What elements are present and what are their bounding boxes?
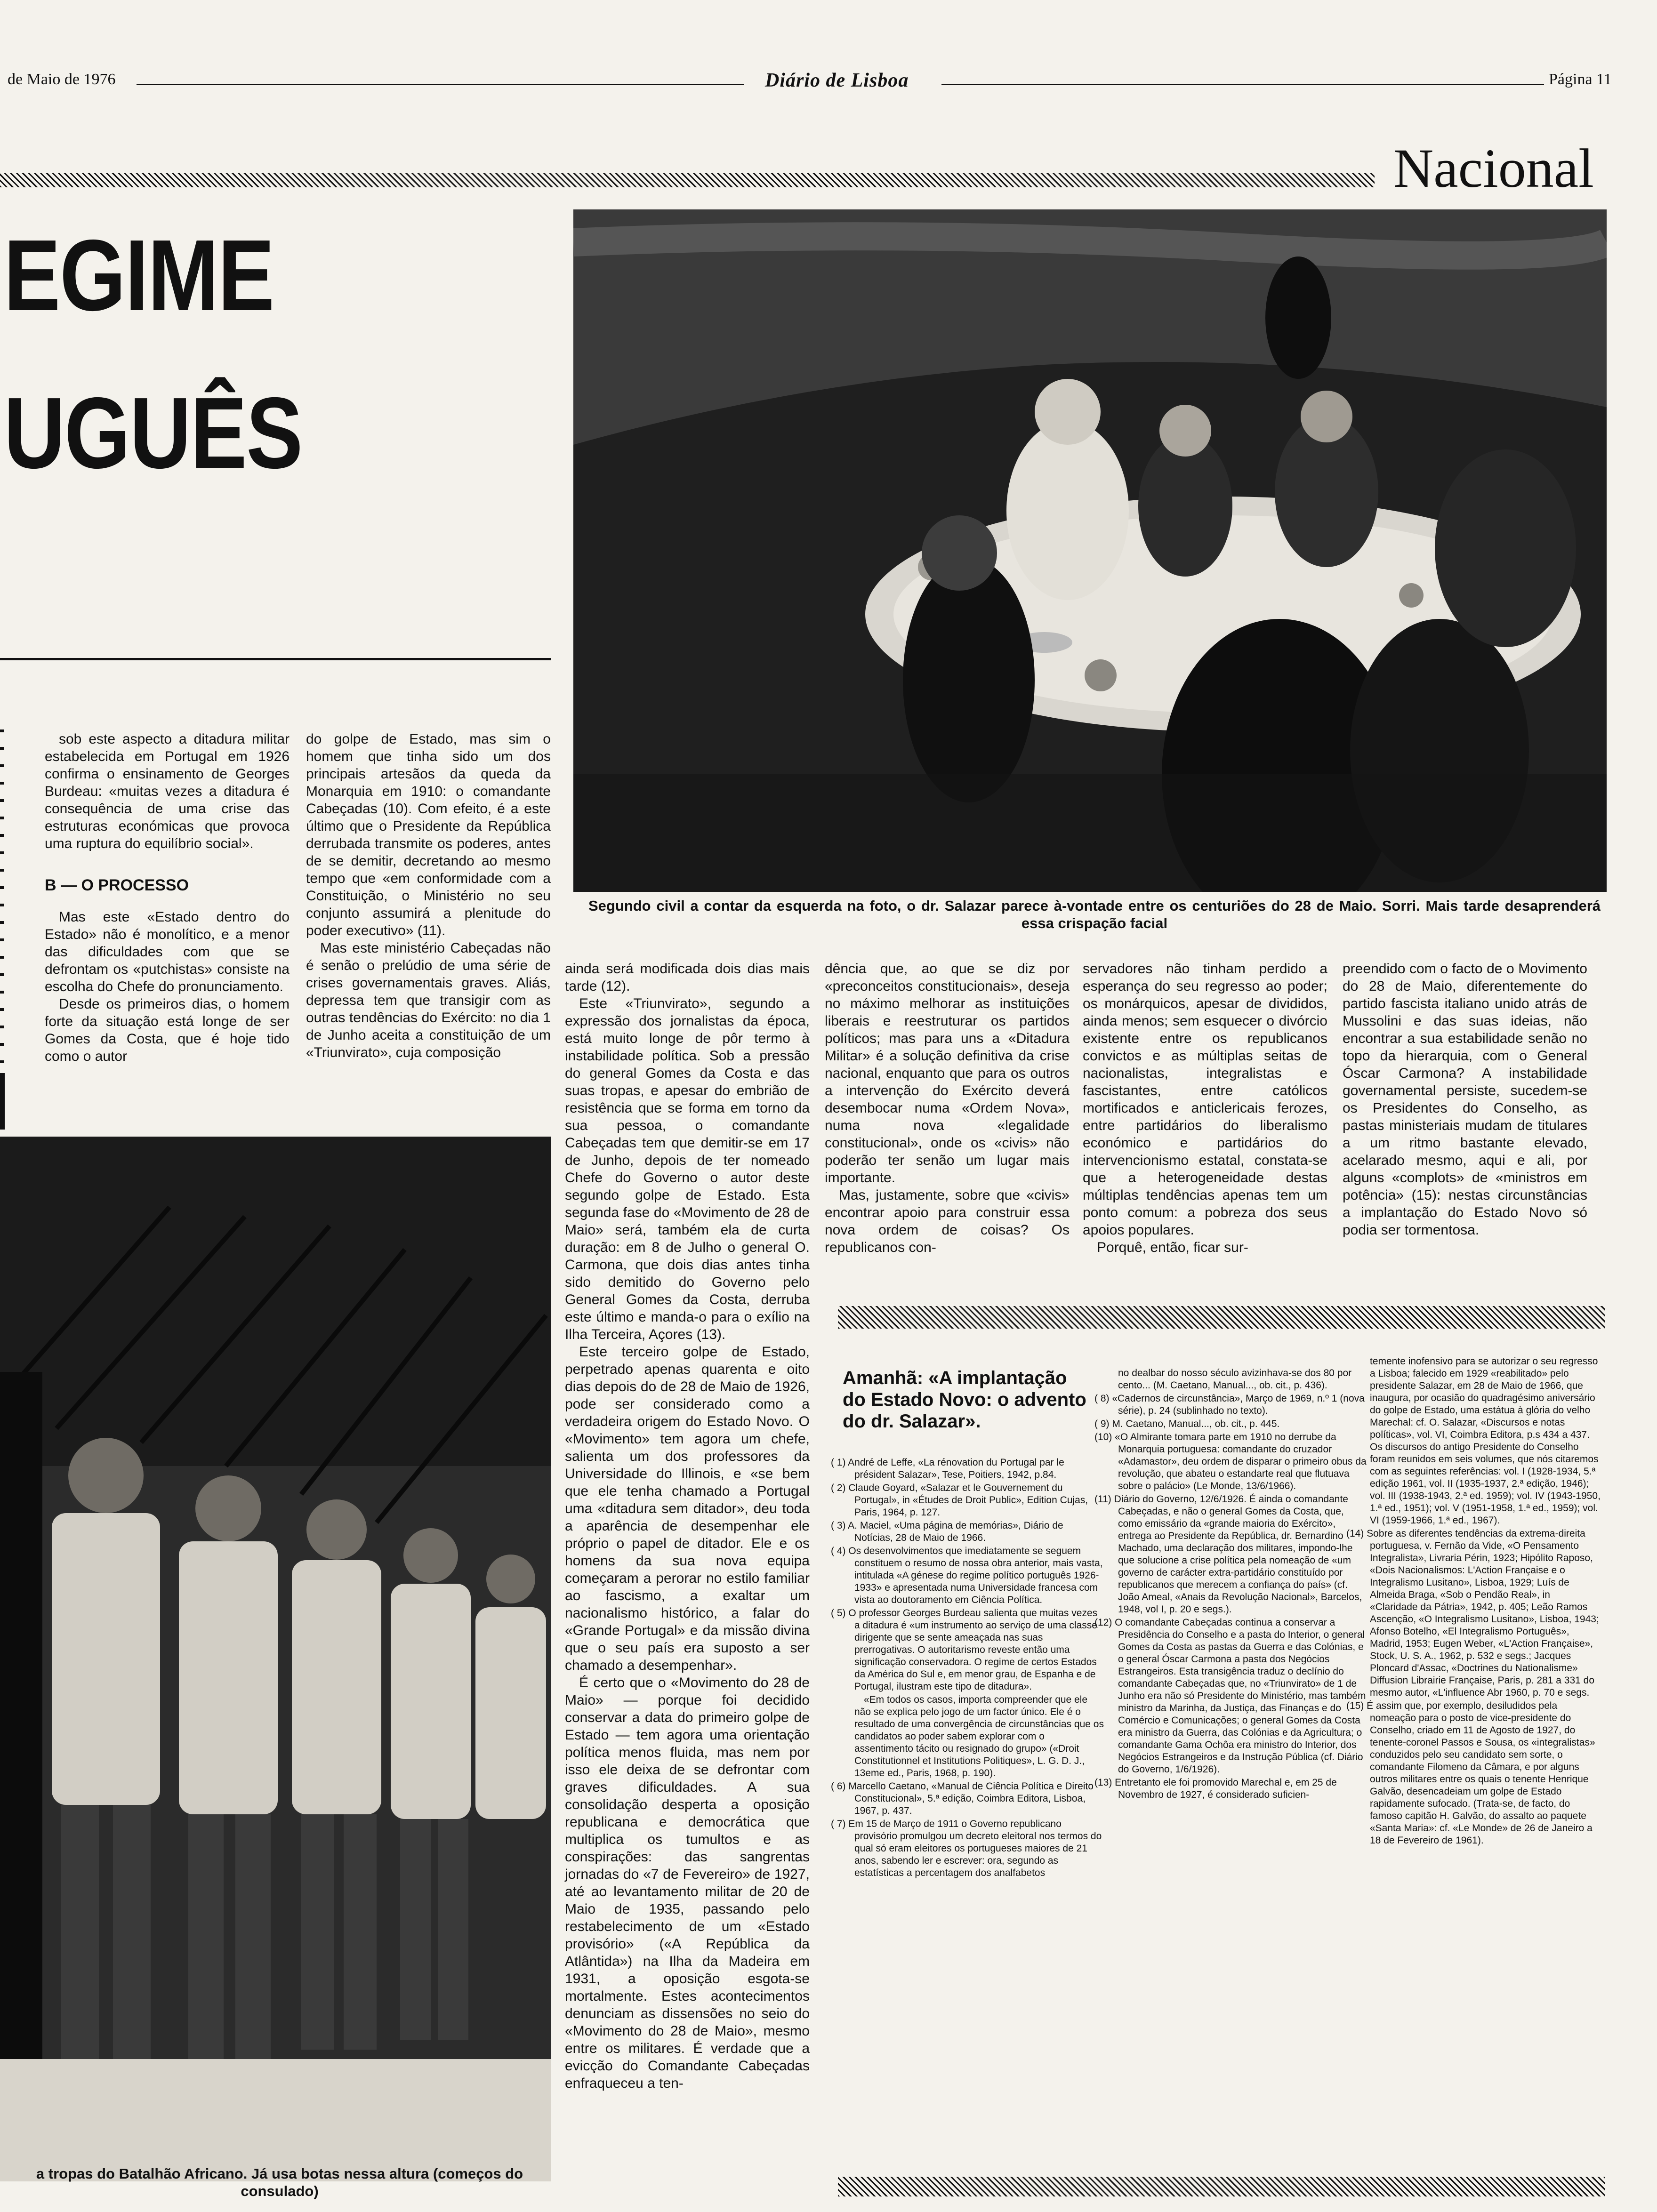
bottom-band (838, 2177, 1605, 2196)
paragraph: servadores não tinham perdido a esperança do seu regresso ao poder; os monárquicos, apesar de divididos, ainda menos; sem esquecer o divórcio existente entre os republicanos convictos e as múltiplas seitas de nacionalistas, integralistas e fascistantes, entre católicos mortificados e anticlericais ferozes, entre partidários do liberalismo económico e partidários do intervencionismo estatal, constata-se que a heterogeneidade destas múltiplas tendências apenas tem um ponto comum: a pobreza dos seus apoios populares. (1083, 961, 1327, 1238)
subheading: B — O PROCESSO (45, 876, 189, 894)
paragraph: Mas este ministério Cabeçadas não é senão o prelúdio de uma série de crises governamentais graves. Aliás, depressa tem que transigir com as outras tendências do Exército: no dia 1 de Junho aceita a constituição de um «Triunvirato», cuja composição (306, 940, 551, 1060)
column-edge (0, 729, 4, 1068)
footnote: (12) O comandante Cabeçadas continua a conservar a Presidência do Conselho e a pasta do Interior, o general Gomes da Costa as pastas da Guerra e das Colónias, e o general Óscar Carmona a pasta dos Negócios Estrangeiros. Esta transigência traduz o declínio do comandante Cabeçadas que, no «Triunvirato» de 1 de Junho era não só Presidente do Ministério, mas também ministro da Marinha, da Justiça, das Finanças e do Comércio e Comunicações; o general Gomes da Costa era ministro da Guerra, das Colónias e da Agricultura; o comandante Gama Ochôa era ministro do Interior, dos Negócios Estrangeiros e da Instrução Pública (cf. Diário do Governo, 1/6/1926). (1094, 1617, 1366, 1775)
column-edge (0, 1073, 5, 1130)
section-title: Nacional (1393, 137, 1594, 199)
photo-troops (0, 1137, 551, 2181)
paragraph: dência que, ao que se diz por «preconceitos constitucionais», deseja no máximo melhorar as instituições liberais e reestruturar os partidos políticos; mas para uns a «Ditadura Militar» é a solução definitiva da crise nacional, enquanto que para os outros a intervenção do Exército deverá desembocar numa «Ordem Nova», numa nova «legalidade constitucional», onde os «civis» não poderão ter senão um lugar mais importante. (825, 961, 1070, 1186)
headline-line-1: EGIME (4, 218, 274, 332)
section-band (0, 173, 1375, 187)
article-col-5 (1083, 960, 1327, 1256)
notes-col-3 (1346, 1355, 1601, 1848)
footnote: ( 5) O professor Georges Burdeau salienta que muitas vezes a ditadura é «um instrumento ao serviço de uma classe dirigente que se sente ameaçada nas suas prerrogativas. O autoritarismo reveste então uma significação conservadora. O regime de certos Estados da América do Sul e, em menor grau, de Espanha e de Portugal, ilustram este tipo de ditadura». (831, 1608, 1098, 1692)
header-date: de Maio de 1976 (8, 71, 116, 88)
notes-col-1 (831, 1457, 1104, 1880)
footnote: (11) Diário do Governo, 12/6/1926. É ainda o comandante Cabeçadas, e não o general Gomes da Costa, que, como emissário da «grande maioria do Exército», entrega ao Presidente da República, dr. Bernardino Machado, uma declaração dos militares, impondo-lhe que solucione a crise política pela nomeação de «um governo de carácter extra-partidário constituído por republicanos que merecem a confiança do país» (cf. João Ameal, «Anais da Revolução Nacional», Barcelos, 1948, vol I, p. 20 e segs.). (1094, 1494, 1362, 1615)
footnote: ( 3) A. Maciel, «Uma página de memórias», Diário de Notícias, 28 de Maio de 1966. (831, 1520, 1063, 1543)
headline-rule (0, 658, 551, 660)
footnote: (10) «O Almirante tomara parte em 1910 no derrube da Monarquia portuguesa: comandante do cruzador «Adamastor», deu ordem de disparar o primeiro obus da revolução, que abateu o estandarte real que flutuava sobre o palácio» (Le Monde, 13/6/1966). (1094, 1432, 1367, 1491)
header-rule (137, 84, 744, 85)
footnote: ( 6) Marcello Caetano, «Manual de Ciência Política e Direito Constitucional», 5.ª edição, Coimbra Editora, Lisboa, 1967, p. 437. (831, 1781, 1094, 1816)
paragraph: Este «Triunvirato», segundo a expressão dos jornalistas da época, está muito longe de pôr termo à instabilidade política. Sob a pressão do general Gomes da Costa e das suas tropas, e apesar do embrião de resistência que se forma em torno da sua pessoa, o comandante Cabeçadas tem que demitir-se em 17 de Junho, depois de ter nomeado Chefe do Governo o autor deste segundo golpe de Estado. Esta segunda fase do «Movimento de 28 de Maio» será, também ela de curta duração: em 8 de Julho o general O. Carmona, que dois dias antes tinha sido demitido do Governo pelo General Gomes da Costa, derruba este último e manda-o para o exílio na Ilha Terceira, Açores (13). (565, 996, 810, 1342)
article-col-2 (306, 730, 551, 1061)
footnote: ( 4) Os desenvolvimentos que imediatamente se seguem constituem o resumo de nossa obra anterior, mais vasta, intitulada «A génese do regime político português 1926-1933» e apresentada numa Universidade francesa com vista ao doutoramento em Ciência Política. (831, 1546, 1103, 1605)
paragraph: sob este aspecto a ditadura militar estabelecida em Portugal em 1926 confirma o ensinamento de Georges Burdeau: «muitas vezes a ditadura é consequência de uma crise das estruturas económicas que provoca uma ruptura do equilíbrio social». (45, 731, 290, 851)
footnote: ( 2) Claude Goyard, «Salazar et le Gouvernement du Portugal», in «Études de Droit Public», Edition Cujas, Paris, 1964, p. 127. (831, 1483, 1088, 1518)
separator-band (838, 1306, 1605, 1329)
paragraph: do golpe de Estado, mas sim o homem que tinha sido um dos principais artesãos da queda da Monarquia em 1910: o comandante Cabeçadas (10). Com efeito, é a este último que o Presidente da República derrubada transmite os poderes, antes de se demitir, decretando ao mesmo tempo que «em conformidade com a Constituição, o Ministério no seu conjunto assumirá a plenitude do poder executivo» (11). (306, 731, 551, 938)
footnote: (15) É assim que, por exemplo, desiludidos pela nomeação para o posto de vice-presidente do Conselho, criado em 11 de Agosto de 1927, do tenente-coronel Passos e Sousa, os «integralistas» conduzidos pelo seu candidato sem sorte, o comandante Filomeno da Câmara, e por alguns outros militares entre os quais o tenente Henrique Galvão, desencadeiam um golpe de Estado rapidamente sufocado. (Trata-se, de facto, do famoso capitão H. Galvão, do assalto ao paquete «Santa Maria»: cf. «Le Monde» de 26 de Janeiro a 18 de Fevereiro de 1961). (1346, 1700, 1595, 1846)
photo-caption: Segundo civil a contar da esquerda na foto, o dr. Salazar parece à-vontade entre os centuriões do 28 de Maio. Sorri. Mais tarde desaprenderá essa crispação facial (588, 898, 1601, 931)
paragraph: Este terceiro golpe de Estado, perpetrado apenas quarenta e oito dias depois do de 28 de Maio de 1926, pode ser considerado como a verdadeira origem do Estado Novo. O «Movimento» tem agora um chefe, salienta um dos professores da Universidade do Illinois, e «se bem que ele tenha chamado a Portugal uma «ditadura sem ditador», deu toda a aparência de desempenhar ele próprio o papel de ditador. Ele e os homens da sua nova equipa começaram a perorar no estilo familiar ao fascismo, a exaltar um nacionalismo histórico, a falar do «Grande Portugal» e da missão divina que o seu país era suposto a ser chamado a desempenhar». (565, 1344, 810, 1673)
footnote: (13) Entretanto ele foi promovido Marechal e, em 25 de Novembro de 1927, é considerado suficien- (1094, 1777, 1337, 1800)
article-col-3 (565, 960, 810, 2092)
article-col-4 (825, 960, 1070, 1256)
header-rule (941, 84, 1544, 85)
footnote: ( 7) Em 15 de Março de 1911 o Governo republicano provisório promulgou um decreto eleitoral nos termos do qual só eram eleitores os portugueses maiores de 21 anos, sabendo ler e escrever: ora, segundo as estatísticas a percentagem dos analfabetos (831, 1819, 1102, 1878)
footnote: ( 9) M. Caetano, Manual..., ob. cit., p. 445. (1094, 1419, 1280, 1429)
photo-image (0, 1137, 551, 2181)
footnote: ( 1) André de Leffe, «La rénovation du Portugal par le président Salazar», Tese, Poitiers, 1942, p.84. (831, 1457, 1064, 1480)
article-col-1 (45, 730, 290, 1065)
footnote: no dealbar do nosso século avizinhava-se dos 80 por cento... (M. Caetano, Manual..., ob. cit., p. 436). (1118, 1368, 1352, 1391)
paragraph: Porquê, então, ficar sur- (1097, 1240, 1248, 1255)
footnote: «Em todos os casos, importa compreender que ele não se explica pelo jogo de um factor único. Ele é o resultado de uma convergência de circunstâncias que os candidatos ao poder sabem explorar com o assentimento tácito ou resignado do grupo» («Droit Constitutionnel et Institutions Politiques», L. G. D. J., 13eme ed., Paris, 1968, p. 190). (854, 1694, 1104, 1779)
photo-image (573, 209, 1607, 892)
paragraph: Mas, justamente, sobre que «civis» encontrar apoio para construir essa nova ordem de coisas? Os republicanos con- (825, 1187, 1070, 1255)
paragraph: ainda será modificada dois dias mais tarde (12). (565, 961, 810, 994)
footnote: temente inofensivo para se autorizar o seu regresso a Lisboa; falecido em 1929 «reabilitado» pelo presidente Salazar, em 28 de Maio de 1966, que inaugura, por ocasião do quadragésimo aniversário do golpe de Estado, uma estátua à glória do velho Marechal: cf. O. Salazar, «Discursos e notas políticas», vol. VI, Coimbra Editora, p.s 434 a 437. Os discursos do antigo Presidente do Conselho foram reunidos em seis volumes, que nós citaremos com as seguintes referências: vol. I (1928-1934, 5.ª edição 1961, vol. II (1935-1937, 2.ª edição, 1946); vol. III (1938-1943, 2.ª ed. 1959); vol. IV (1943-1950, 1.ª ed., 1951); vol. V (1951-1958, 1.ª ed., 1959); vol. VI (1959-1966, 1.ª ed., 1967). (1370, 1356, 1601, 1526)
notes-col-2 (1094, 1367, 1367, 1802)
paragraph: preendido com o facto de o Movimento do 28 de Maio, diferentemente do partido fascista italiano unido atrás de Mussolini e das suas ideias, não encontrar a sua estabilidade senão no topo da hierarquia, com o General Óscar Carmona? A instabilidade governamental persiste, sucedem-se os Presidentes do Conselho, as pastas ministeriais mudam de titulares a um ritmo bastante elevado, acelarado mesmo, aqui e ali, por alguns «complots» de «ministros em potência» (15): nestas circunstâncias a implantação do Estado Novo só podia ser tormentosa. (1343, 961, 1587, 1238)
page-number: Página 11 (1549, 71, 1612, 88)
paragraph: Mas este «Estado dentro do Estado» não é monolítico, e a menor das dificuldades com que se defrontam os «putchistas» consiste na escolha do Chefe do pronunciamento. (45, 909, 290, 994)
masthead: Diário de Lisboa (765, 70, 909, 91)
footnote: (14) Sobre as diferentes tendências da extrema-direita portuguesa, v. Fernão da Vide, «O Pensamento Integralista», Livraria Périn, 1923; Hipólito Raposo, «Dois Nacionalismos: L'Action Française e o Integralismo Lusitano», Lisboa, 1929; Luís de Almeida Braga, «Sob o Pendão Real», in «Claridade da Pátria», 1942, p. 405; Leão Ramos Ascenção, «O Integralismo Lusitano», Lisboa, 1943; Afonso Botelho, «El Integralismo Português», Madrid, 1953; Eugen Weber, «L'Action Française», Stock, U. S. A., 1962, p. 532 e segs.; Jacques Ploncard d'Assac, «Doctrines du Nationalisme» Diffusion Librairie Française, Paris, p. 281 a 331 do mesmo autor, «L'influence Abr 1960, p. 70 e segs. (1346, 1528, 1599, 1698)
headline-line-2: UGUÊS (4, 376, 302, 489)
paragraph: É certo que o «Movimento do 28 de Maio» — porque foi decidido conservar a data do primeiro golpe de Estado — tem agora uma orientação política menos fluida, mas nem por isso ele deixa de se defrontar com graves dificuldades. A sua consolidação desperta a oposição republicana e democrática que multiplica os tumultos e as conspirações: das sangrentas jornadas do «7 de Fevereiro» de 1927, até ao levantamento militar de 20 de Maio de 1935, passando pelo restabelecimento de um «Estado provisório» («A República da Atlântida») na Ilha da Madeira em 1931, a oposição esgota-se mortalmente. Estes acontecimentos denunciam as dissensões no seio do «Movimento do 28 de Maio», mesmo entre os militares. É verdade que a evicção do Comandante Cabeçadas enfraqueceu a ten- (565, 1675, 810, 2091)
article-col-6 (1343, 960, 1587, 1239)
photo-caption: a tropas do Batalhão Africano. Já usa botas nessa altura (começos do consulado) (36, 2165, 523, 2199)
footnote: ( 8) «Cadernos de circunstância», Março de 1969, n.º 1 (nova série), p. 24 (sublinhado no texto). (1094, 1393, 1365, 1416)
amanha-box: Amanhã: «A implantação do Estado Novo: o advento do dr. Salazar». (843, 1368, 1086, 1432)
photo-salazar-table (573, 209, 1607, 892)
paragraph: Desde os primeiros dias, o homem forte da situação está longe de ser Gomes da Costa, que é hoje tido como o autor (45, 996, 290, 1064)
